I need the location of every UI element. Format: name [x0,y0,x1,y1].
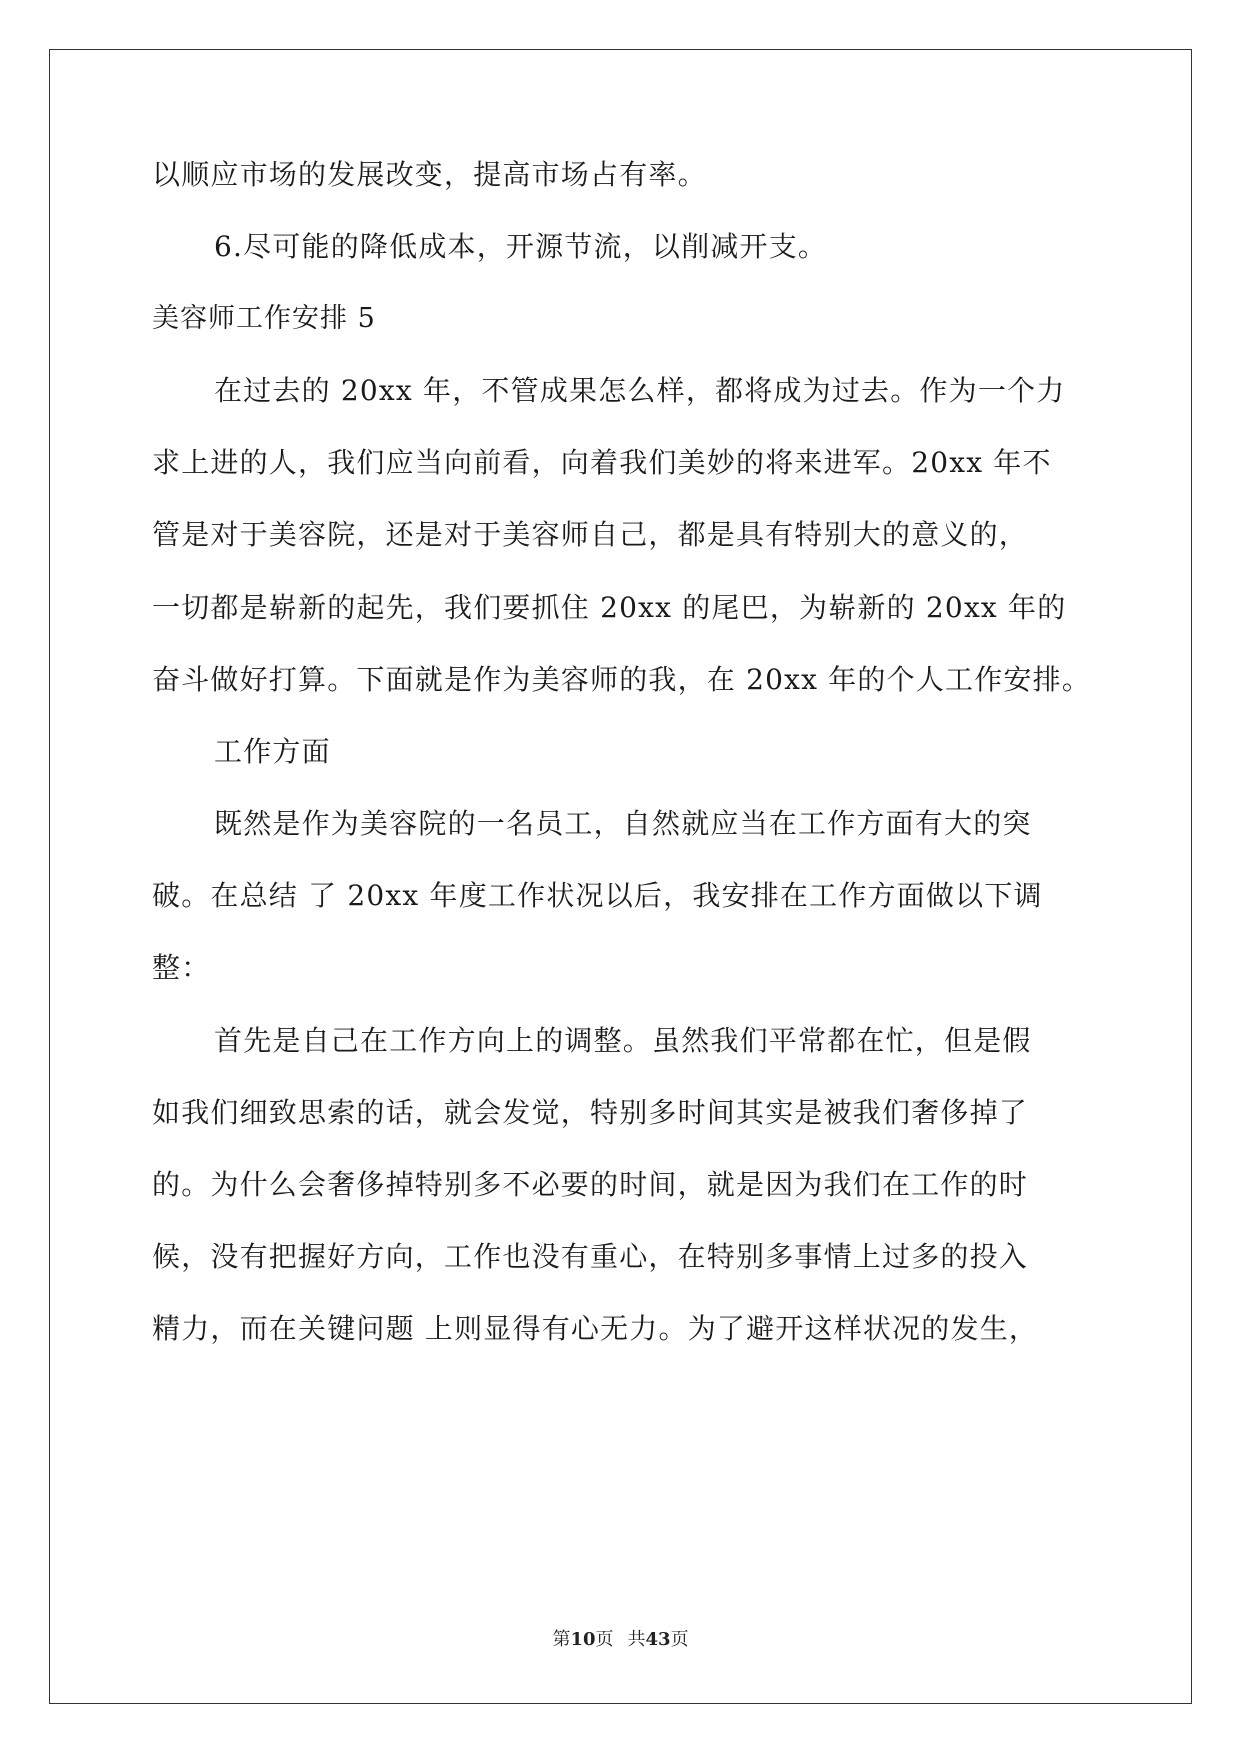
total-prefix: 共 [627,1629,646,1650]
page-number: 10 [570,1629,596,1650]
page-prefix: 第 [552,1629,571,1650]
paragraph-line: 以顺应市场的发展改变，提高市场占有率。 [152,158,707,191]
paragraph-line: 在过去的 20xx 年，不管成果怎么样，都将成为过去。作为一个力 [214,374,1066,407]
paragraph-line: 一切都是崭新的起先，我们要抓住 20xx 的尾巴，为崭新的 20xx 年的 [152,591,1067,624]
subheading: 工作方面 [214,735,331,768]
paragraph-line: 候，没有把握好方向，工作也没有重心，在特别多事情上过多的投入 [152,1240,1029,1273]
paragraph-line: 如我们细致思索的话，就会发觉，特别多时间其实是被我们奢侈掉了 [152,1096,1029,1129]
section-title: 美容师工作安排 5 [152,303,376,334]
total-suffix: 页 [670,1629,689,1650]
paragraph-line: 整： [152,951,211,984]
paragraph-line: 的。为什么会奢侈掉特别多不必要的时间，就是因为我们在工作的时 [152,1168,1029,1201]
paragraph-line: 首先是自己在工作方向上的调整。虽然我们平常都在忙，但是假 [214,1024,1032,1057]
paragraph-line: 奋斗做好打算。下面就是作为美容师的我，在 20xx 年的个人工作安排。 [152,663,1092,696]
total-pages: 43 [645,1629,671,1650]
paragraph-line: 精力，而在关键问题 上则显得有心无力。为了避开这样状况的发生， [152,1312,1039,1345]
page-suffix: 页 [595,1629,614,1650]
paragraph-line: 既然是作为美容院的一名员工，自然就应当在工作方面有大的突 [214,807,1032,840]
paragraph-line: 破。在总结 了 20xx 年度工作状况以后，我安排在工作方面做以下调 [152,879,1043,912]
paragraph-line: 管是对于美容院，还是对于美容师自己，都是具有特别大的意义的， [152,518,1029,551]
paragraph-line: 求上进的人，我们应当向前看，向着我们美妙的将来进军。20xx 年不 [152,446,1052,479]
paragraph-line: 6.尽可能的降低成本，开源节流，以削减开支。 [214,230,828,263]
page-footer [0,1628,1241,1652]
